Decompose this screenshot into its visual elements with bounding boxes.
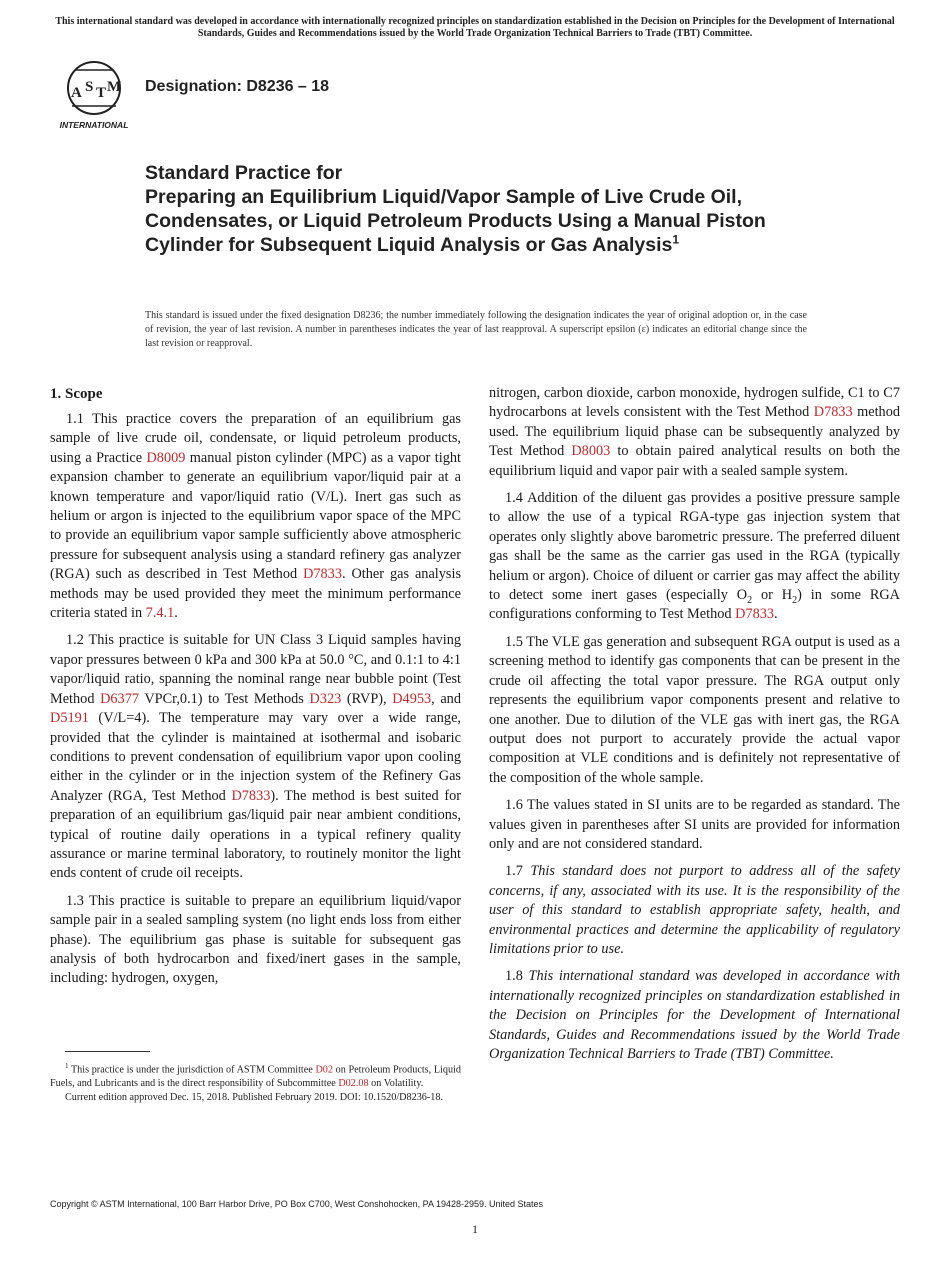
logo-letter-t: T — [96, 85, 107, 101]
astm-logo — [54, 60, 134, 132]
link-section-7-4-1[interactable]: 7.4.1 — [145, 605, 175, 622]
paragraph-1-4: 1.4 Addition of the diluent gas provides a positive pressure sample to allow the use of a typical RGA-type gas injection system that operates only slightly above barometric pressure. The preferred diluent gas shall be the same as the carrier gas used in the RGA (typically helium or argon). Choice of diluent or carrier gas may affect the ability to detect some inert gases (especially $O_2$ or $H_2$) in some RGA configurations conforming to Test Method D7833. — [489, 490, 901, 623]
document-title — [145, 161, 845, 257]
designation: Designation: D8236 – 18 — [145, 78, 330, 95]
footnote-divider — [65, 1051, 150, 1052]
link-d5191[interactable]: D5191 — [50, 710, 89, 727]
title-footnote-mark: 1 — [672, 232, 680, 247]
link-d02-08[interactable]: D02.08 — [338, 1077, 369, 1089]
title-prefix: Standard Practice for — [145, 162, 343, 184]
footnote-1: $^1$ This practice is under the jurisdiction of ASTM Committee D02 on Petroleum Products, Liquid Fuels, and Lubricants and is the direct responsibility of Subcommittee D02.08 on Volatility. — [50, 1062, 461, 1089]
link-d6377[interactable]: D6377 — [100, 690, 139, 707]
left-column — [50, 384, 461, 997]
paragraph-1-6: 1.6 The values stated in SI units are to be regarded as standard. The values given in parentheses after SI units are provided for information only and are not considered standard. — [489, 797, 900, 852]
paragraph-1-1: 1.1 This practice covers the preparation of an equilibrium gas sample of live crude oil, condensate, or liquid petroleum products, using a Practice D8009 manual piston cylinder (MPC) as a vapor tight expansion chamber to generate an equilibrium vapor/liquid pair at a known temperature and vapor/liquid ratio (V/L). Inert gas such as helium or argon is injected to the equilibrium vapor space of the MPC to provide an equilibrium vapor sample sufficiently above atmospheric pressure for subsequent analysis using a standard refinery gas analyzer (RGA) such as described in Test Method D7833. Other gas analysis methods may be used provided they meet the minimum performance criteria stated in 7.4.1. — [50, 411, 462, 622]
link-d7833[interactable]: D7833 — [813, 404, 853, 421]
paragraph-1-3: 1.3 This practice is suitable to prepare an equilibrium liquid/vapor sample pair in a sealed sampling system (no light ends loss from either phase). The equilibrium gas phase is suitable for subsequent gas analysis of both hydrocarbon and fixed/inert gases in the sample, including: hydrogen, oxygen, — [50, 892, 461, 987]
standards-notice: This international standard was developed in accordance with internationally recognized principles on standardization established in the Decision on Principles for the Development of International Standards, Guides and Recommendations issued by the World Trade Organization Technical Barriers to Trade (TBT) Committee. — [55, 16, 895, 39]
logo-letter-a: A — [71, 85, 82, 101]
issuance-note: This standard is issued under the fixed designation D8236; the number immediately following the designation indicates the year of original adoption or, in the case of revision, the year of last revision. A number in parentheses indicates the year of last reapproval. A superscript epsilon (ε) indicates an editorial change since the last revision or reapproval. — [145, 310, 807, 349]
paragraph-1-8: 1.8 This international standard was developed in accordance with internationally recognized principles on standardization established in the Decision on Principles for the Development of International Standards, Guides and Recommendations issued by the World Trade Organization Technical Barriers to Trade (TBT) Committee. — [489, 968, 900, 1062]
page-number: 1 — [472, 1222, 478, 1236]
footnote-edition: Current edition approved Dec. 15, 2018. Published February 2019. DOI: 10.1520/D8236-18. — [65, 1091, 444, 1103]
logo-international-text: INTERNATIONAL — [59, 120, 129, 130]
paragraph-1-2: 1.2 This practice is suitable for UN Class 3 Liquid samples having vapor pressures between 0 kPa and 300 kPa at 50.0 °C, and 0.1:1 to 4:1 vapor/liquid ratio, spanning the nominal range near bubble point (Test Method D6377 VPCr,0.1) to Test Methods D323 (RVP), D4953, and D5191 (V/L=4). The temperature may vary over a wide range, provided that the cylinder is maintained at isothermal and isobaric conditions to prevent condensation of equilibrium vapor upon cooling either in the cylinder or in the injection system of the Refinery Gas Analyzer (RGA, Test Method D7833). The method is best suited for preparation of an equilibrium gas/liquid pair near ambient conditions, typical of routine daily operations in a typical refinery quality assurance or marine terminal laboratory, to routinely monitor the light ends content of crude oil receipts. — [50, 632, 461, 882]
link-d4953[interactable]: D4953 — [392, 690, 432, 707]
logo-letter-s: S — [85, 79, 94, 95]
copyright-notice: Copyright © ASTM International, 100 Barr Harbor Drive, PO Box C700, West Conshohocken, PA 19428-2959. United States — [50, 1199, 544, 1209]
paragraph-1-3-continued: nitrogen, carbon dioxide, carbon monoxide, hydrogen sulfide, C1 to C7 hydrocarbons at levels consistent with the Test Method D7833 method used. The equilibrium liquid phase can be subsequently analyzed by Test Method D8003 to obtain paired analytical results on both the equilibrium liquid and vapor pair with a sealed sample system. — [489, 385, 900, 479]
link-d02[interactable]: D02 — [315, 1064, 333, 1076]
link-d8003[interactable]: D8003 — [571, 443, 611, 460]
section-heading-scope: 1. Scope — [50, 386, 103, 402]
link-d8009[interactable]: D8009 — [146, 449, 186, 466]
link-d323[interactable]: D323 — [309, 690, 342, 707]
title-main: Preparing an Equilibrium Liquid/Vapor Sample of Live Crude Oil, Condensates, or Liquid Petroleum Products Using a Manual Piston Cylinder for Subsequent Liquid Analysis or Gas Analysis$^1$ — [145, 186, 766, 256]
link-d7833[interactable]: D7833 — [231, 787, 271, 804]
right-column — [489, 384, 900, 1072]
footnotes — [50, 1060, 461, 1104]
paragraph-1-7: 1.7 This standard does not purport to address all of the safety concerns, if any, associated with its use. It is the responsibility of the user of this standard to establish appropriate safety, health, and environmental practices and determine the applicability of regulatory limitations prior to use. — [489, 863, 900, 957]
logo-letter-m: M — [107, 79, 122, 95]
link-d7833[interactable]: D7833 — [303, 566, 342, 583]
link-d7833[interactable]: D7833 — [735, 606, 775, 623]
paragraph-1-5: 1.5 The VLE gas generation and subsequent RGA output is used as a screening method to identify gas components that can be present in the crude oil affecting the total vapor pressure. The RGA output only represents the equilibrium vapor components present and relative to one another. Due to dilution of the VLE gas with inert gas, the RGA output does not purport to accurately provide the actual vapor composition at VLE conditions and is definitely not representative of the composition of the whole sample. — [489, 633, 900, 786]
